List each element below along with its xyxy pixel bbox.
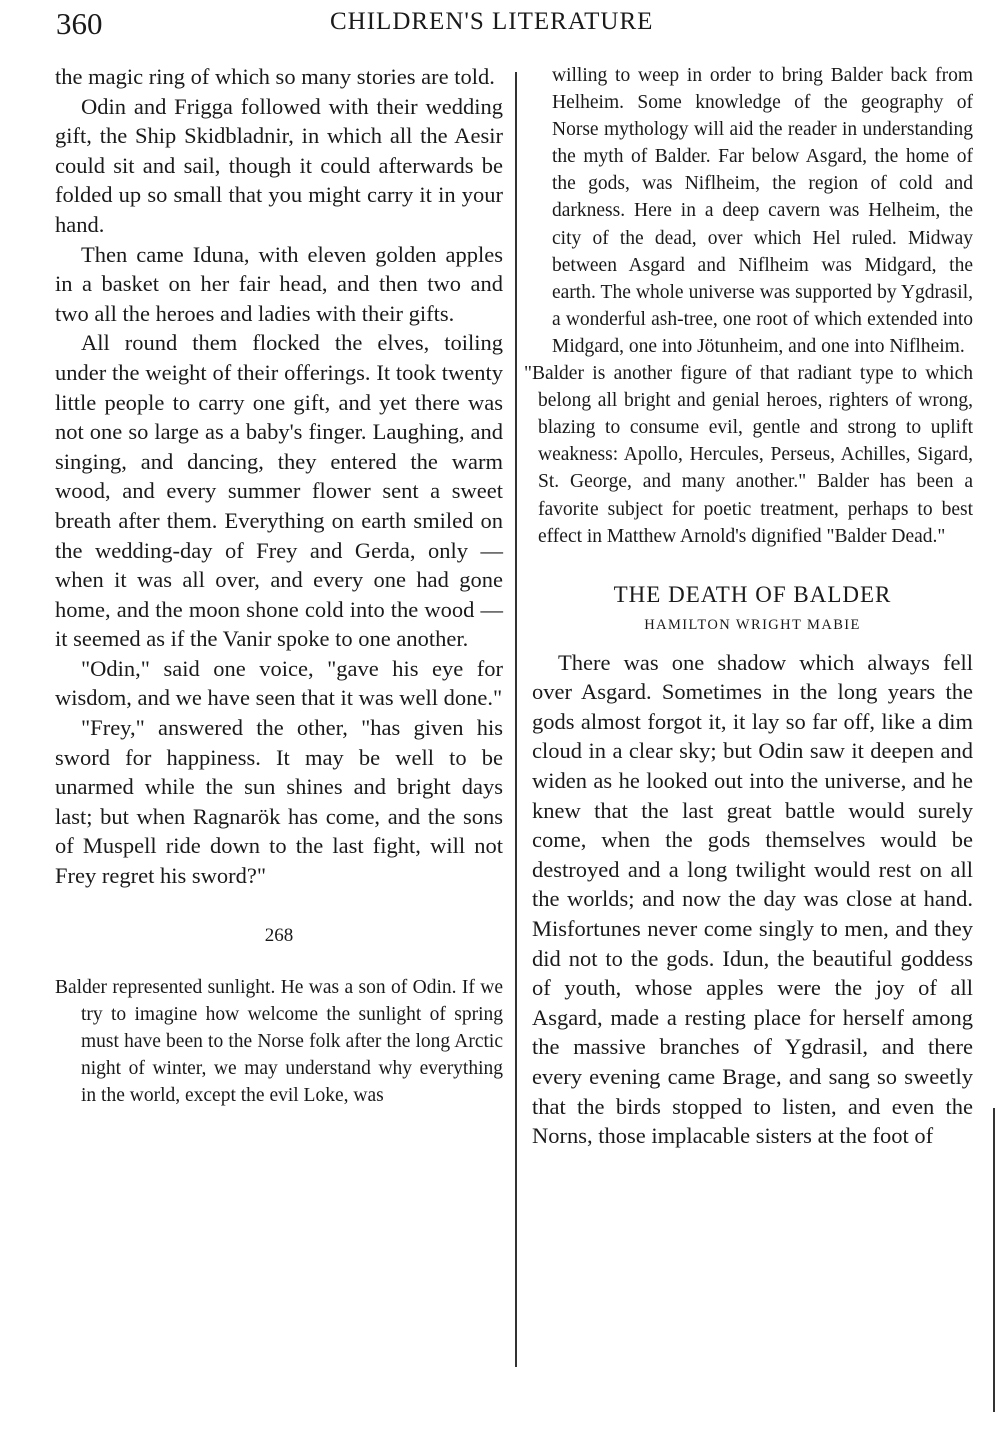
paragraph: "Odin," said one voice, "gave his eye for wisdom, and we have seen that it was well done." (55, 655, 503, 711)
column-divider (515, 72, 517, 1367)
story-title: THE DEATH OF BALDER (613, 581, 892, 607)
editorial-note-continued (524, 62, 973, 550)
editorial-note (55, 974, 503, 1109)
paragraph: All round them flocked the elves, toiling under the weight of their offerings. It took twenty little people to carry one gift, and yet there was not one so large as a baby's finger. Laughing, and singing, and dancing, they entered the warm wood, and every summer flower sent a sweet breath after them. Everything on earth smiled on the wedding-day of Frey and Gerda, only — when it was all over, and every one had gone home, and the moon shone cold into the wood — it seemed as if the Vanir spoke to one another. (55, 330, 503, 652)
story-author: HAMILTON WRIGHT MABIE (644, 616, 861, 633)
running-head: CHILDREN'S LITERATURE (330, 8, 654, 35)
paragraph: Then came Iduna, with eleven golden apples in a basket on her fair head, and then two and two all the heroes and ladies with their gifts. (55, 241, 503, 326)
left-column (55, 62, 503, 1109)
note-paragraph: willing to weep in order to bring Balder back from Helheim. Some knowledge of the geography of Norse mythology will aid the reader in understanding the myth of Balder. Far below Asgard, the home of the gods, was Niflheim, the region of cold and darkness. Here in a deep cavern was Helheim, the city of the dead, over which Hel ruled. Midway between Asgard and Niflheim was Midgard, the earth. The whole universe was supported by Ygdrasil, a wonderful ash-tree, one root of which extended into Midgard, one into Jötunheim, and one into Niflheim. (552, 65, 973, 357)
story-body (532, 648, 973, 1151)
paragraph: the magic ring of which so many stories are told. (55, 64, 495, 89)
paragraph: "Frey," answered the other, "has given his sword for happiness. It may be well to be unarmed while the sun shines and bright days last; but when Ragnarök has come, and the sons of Muspell ride down to the last fight, will not Frey regret his sword?" (55, 715, 503, 889)
margin-rule (993, 1108, 995, 1412)
note-quote: "Balder is another figure of that radiant type to which belong all bright and genial heroes, righters of wrong, blazing to consume evil, gentle and strong to uplift weakness: Apollo, Hercules, Perseus, Achilles, Sigard, St. George, and many another." Balder has been a favorite subject for poetic treatment, perhaps to best effect in Matthew Arnold's dignified "Balder Dead." (524, 363, 973, 547)
paragraph: There was one shadow which always fell over Asgard. Sometimes in the long years the gods almost forgot it, it lay so far off, like a dim cloud in a clear sky; but Odin saw it deepen and widen as he looked out into the universe, and he knew that the last great battle would surely come, when the gods themselves would be destroyed and a long twilight would rest on all the worlds; and now the day was close at hand. Misfortunes never come singly to men, and they did not to the gods. Idun, the beautiful goddess of youth, whose apples were the joy of all Asgard, made a resting place for herself among the massive branches of Ygdrasil, and there every evening came Brage, and sang so sweetly that the birds stopped to listen, and even the Norns, those implacable sisters at the foot of (532, 649, 973, 1149)
page-number: 360 (56, 6, 103, 41)
note-paragraph: Balder represented sunlight. He was a son of Odin. If we try to imagine how welcome the sunlight of spring must have been to the Norse folk after the long Arctic night of winter, we may understand why everything in the world, except the evil Loke, was (55, 976, 503, 1106)
paragraph: Odin and Frigga followed with their wedding gift, the Ship Skidbladnir, in which all the Aesir could sit and sail, though it could afterwards be folded up so small that you might carry it in your hand. (55, 93, 503, 237)
source-page-number: 268 (264, 924, 294, 946)
story-excerpt (55, 62, 503, 891)
right-column (524, 62, 973, 1151)
